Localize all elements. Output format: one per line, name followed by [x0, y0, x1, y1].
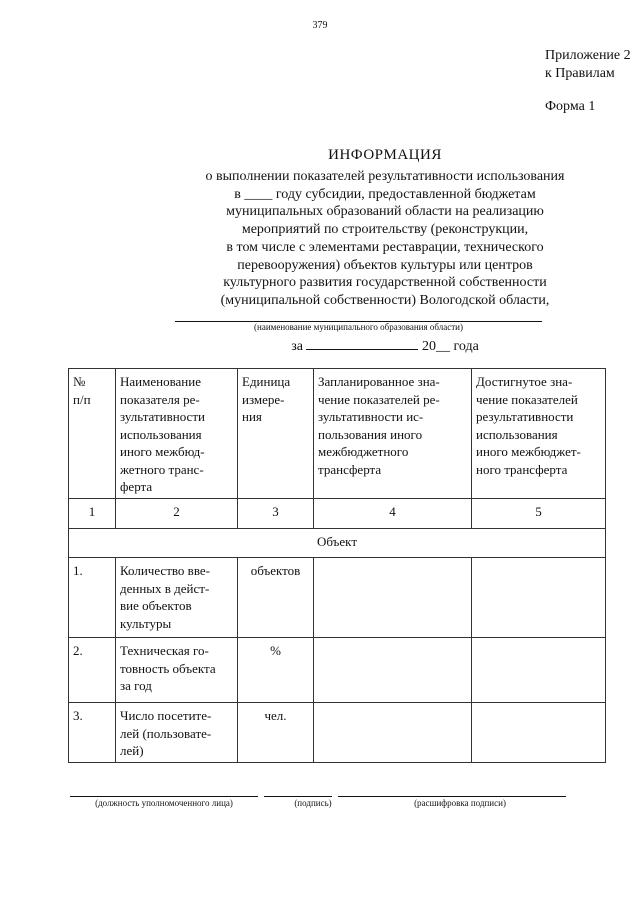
decoding-caption: (расшифровка подписи)	[414, 798, 506, 808]
table-row	[69, 558, 606, 638]
row-planned-value[interactable]	[314, 558, 472, 638]
period-prefix: за	[291, 339, 303, 354]
description-line: в том числе с элементами реставрации, технического	[226, 239, 544, 255]
decoding-signature-line	[338, 796, 566, 797]
description-line: муниципальных образований области на реализацию	[226, 204, 544, 220]
description-line: в ____ году субсидии, предоставленной бюджетам	[234, 186, 536, 202]
row-number: 1.	[69, 558, 116, 638]
column-number: 1	[69, 499, 116, 529]
header-cell-achieved: Достигнутое зна- чение показателей результативности использования иного межбюджет- ного трансферта	[472, 369, 606, 499]
header-cell-planned: Запланированное зна- чение показателей ре- зультативности ис- пользования иного межбюджетного трансферта	[314, 369, 472, 499]
row-planned-value[interactable]	[314, 638, 472, 703]
indicators-table	[68, 368, 606, 763]
page-number: 379	[312, 20, 328, 31]
column-number: 3	[238, 499, 314, 529]
form-label: Форма 1	[545, 99, 596, 114]
row-unit: объектов	[238, 558, 314, 638]
row-indicator-name: Техническая го- товность объекта за год	[116, 638, 238, 703]
document-description	[0, 168, 640, 310]
row-unit: чел.	[238, 703, 314, 763]
position-caption: (должность уполномоченного лица)	[95, 798, 233, 808]
row-indicator-name: Число посетите- лей (пользовате- лей)	[116, 703, 238, 763]
header-cell-unit: Единица измере- ния	[238, 369, 314, 499]
row-unit: %	[238, 638, 314, 703]
reporting-period	[0, 336, 640, 355]
row-number: 3.	[69, 703, 116, 763]
description-line: о выполнении показателей результативности использования	[205, 169, 565, 184]
appendix-line-2: к Правилам	[545, 66, 615, 81]
description-line: культурного развития государственной собственности	[223, 275, 547, 291]
description-line: мероприятий по строительству (реконструкции,	[241, 222, 529, 238]
column-number: 2	[116, 499, 238, 529]
row-indicator-name: Количество вве- денных в дейст- вие объектов культуры	[116, 558, 238, 638]
description-line: перевооружения) объектов культуры или центров	[237, 257, 533, 273]
signature-line	[264, 796, 332, 797]
column-number: 4	[314, 499, 472, 529]
row-number: 2.	[69, 638, 116, 703]
row-planned-value[interactable]	[314, 703, 472, 763]
appendix-reference	[545, 47, 631, 83]
period-year: 20__	[421, 339, 450, 354]
period-fill-line	[306, 336, 418, 350]
column-number: 5	[472, 499, 606, 529]
header-cell-name: Наименование показателя ре- зультативности использования иного межбюд- жетного транс- ферта	[116, 369, 238, 499]
row-achieved-value[interactable]	[472, 703, 606, 763]
document-title: ИНФОРМАЦИЯ	[328, 147, 442, 163]
signature-caption: (подпись)	[294, 798, 332, 808]
row-achieved-value[interactable]	[472, 638, 606, 703]
row-achieved-value[interactable]	[472, 558, 606, 638]
table-header-row	[69, 369, 606, 499]
position-signature-line	[70, 796, 258, 797]
appendix-line-1: Приложение 2	[545, 48, 631, 63]
column-number-row	[69, 499, 606, 529]
description-line: (муниципальной собственности) Вологодской области,	[220, 292, 550, 308]
period-suffix: года	[453, 339, 479, 354]
table-row	[69, 638, 606, 703]
table-row	[69, 703, 606, 763]
section-row	[69, 529, 606, 558]
header-cell-number: № п/п	[69, 369, 116, 499]
section-label: Объект	[69, 529, 606, 558]
municipality-caption: (наименование муниципального образования области)	[254, 322, 463, 332]
